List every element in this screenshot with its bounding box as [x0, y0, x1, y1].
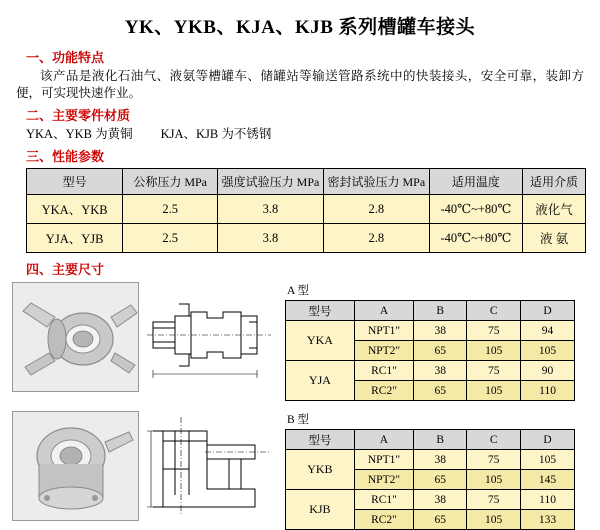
coupling-photo-a-graphic: [13, 283, 138, 391]
cell-strength-pressure: 3.8: [218, 224, 324, 253]
cell-a: NPT2": [354, 341, 413, 361]
dimension-tables-a: [285, 282, 588, 401]
product-photo-b: [12, 411, 139, 521]
material-brass: YKA、YKB 为黄铜: [26, 127, 133, 141]
cell-c: 105: [467, 341, 521, 361]
cell-model: YKA: [286, 321, 355, 361]
section-heading-features: 一、功能特点: [26, 50, 105, 65]
col-c: C: [467, 430, 521, 450]
technical-drawing-b: [145, 411, 275, 519]
cell-b: 65: [414, 470, 467, 490]
cell-a: RC1": [354, 361, 413, 381]
cell-model: KJB: [286, 490, 355, 530]
cell-b: 65: [414, 510, 467, 530]
cell-nominal-pressure: 2.5: [123, 195, 218, 224]
cell-b: 65: [414, 341, 467, 361]
cell-model: YKB: [286, 450, 355, 490]
table-header-row: [27, 169, 586, 195]
cell-d: 94: [521, 321, 575, 341]
col-a: A: [354, 301, 413, 321]
cell-temperature: -40℃~+80℃: [429, 224, 522, 253]
cell-temperature: -40℃~+80℃: [429, 195, 522, 224]
cell-d: 110: [521, 490, 575, 510]
col-c: C: [467, 301, 521, 321]
type-label-a: A 型: [287, 285, 310, 297]
cell-medium: 液化气: [523, 195, 586, 224]
cell-c: 75: [467, 361, 521, 381]
cell-a: NPT2": [354, 470, 413, 490]
section-heading-performance: 三、性能参数: [26, 149, 105, 164]
col-b: B: [414, 301, 467, 321]
col-model: 型号: [286, 301, 355, 321]
cell-b: 38: [414, 361, 467, 381]
cell-c: 105: [467, 470, 521, 490]
cell-d: 110: [521, 381, 575, 401]
dimension-table-b: [285, 429, 575, 530]
col-d: D: [521, 430, 575, 450]
cell-medium: 液 氨: [523, 224, 586, 253]
section-heading-dimensions: 四、主要尺寸: [26, 262, 105, 277]
col-nominal-pressure: 公称压力 MPa: [123, 169, 218, 195]
cell-b: 38: [414, 450, 467, 470]
cell-d: 145: [521, 470, 575, 490]
cell-d: 105: [521, 341, 575, 361]
performance-table: [26, 168, 586, 253]
section-body-materials: [26, 126, 584, 143]
cell-c: 75: [467, 490, 521, 510]
table-row: [286, 490, 575, 510]
table-header-row: [286, 301, 575, 321]
cell-d: 133: [521, 510, 575, 530]
cell-model: YKA、YKB: [27, 195, 123, 224]
dimensions-section: [12, 282, 588, 530]
table-row: [27, 195, 586, 224]
col-temperature: 适用温度: [429, 169, 522, 195]
col-medium: 适用介质: [523, 169, 586, 195]
material-steel: KJA、KJB 为不锈钢: [160, 127, 272, 141]
table-row: [286, 361, 575, 381]
col-seal-pressure: 密封试验压力 MPa: [323, 169, 429, 195]
dimension-row-b: [12, 411, 588, 530]
type-label-b: B 型: [287, 414, 310, 426]
col-b: B: [414, 430, 467, 450]
dimension-table-a: [285, 300, 575, 401]
table-row: [286, 450, 575, 470]
col-model: 型号: [286, 430, 355, 450]
dimension-tables-b: [285, 411, 588, 530]
cell-model: YJA、YJB: [27, 224, 123, 253]
cell-d: 90: [521, 361, 575, 381]
cell-b: 38: [414, 321, 467, 341]
cell-b: 65: [414, 381, 467, 401]
technical-drawing-a: [145, 282, 275, 390]
cell-c: 105: [467, 510, 521, 530]
cell-nominal-pressure: 2.5: [123, 224, 218, 253]
cell-c: 75: [467, 321, 521, 341]
table-row: [27, 224, 586, 253]
col-d: D: [521, 301, 575, 321]
product-photo-a: [12, 282, 139, 392]
dimension-row-a: [12, 282, 588, 401]
cell-a: RC2": [354, 381, 413, 401]
cell-a: RC2": [354, 510, 413, 530]
section-heading-materials: 二、主要零件材质: [26, 108, 131, 123]
cell-a: NPT1": [354, 321, 413, 341]
col-strength-pressure: 强度试验压力 MPa: [218, 169, 324, 195]
cell-c: 75: [467, 450, 521, 470]
page-title: YK、YKB、KJA、KJB 系列槽罐车接头: [124, 17, 476, 38]
coupling-drawing-b-graphic: [145, 411, 275, 519]
cell-seal-pressure: 2.8: [323, 195, 429, 224]
cell-model: YJA: [286, 361, 355, 401]
coupling-photo-b-graphic: [13, 412, 138, 520]
col-model: 型号: [27, 169, 123, 195]
cell-a: RC1": [354, 490, 413, 510]
cell-c: 105: [467, 381, 521, 401]
cell-b: 38: [414, 490, 467, 510]
cell-seal-pressure: 2.8: [323, 224, 429, 253]
table-header-row: [286, 430, 575, 450]
cell-d: 105: [521, 450, 575, 470]
cell-strength-pressure: 3.8: [218, 195, 324, 224]
cell-a: NPT1": [354, 450, 413, 470]
section-body-features: 该产品是液化石油气、液氨等槽罐车、储罐站等输送管路系统中的快装接头，安全可靠，装卸方便，可实现快速作业。: [16, 69, 584, 100]
coupling-drawing-a-graphic: [145, 282, 275, 390]
table-row: [286, 321, 575, 341]
col-a: A: [354, 430, 413, 450]
